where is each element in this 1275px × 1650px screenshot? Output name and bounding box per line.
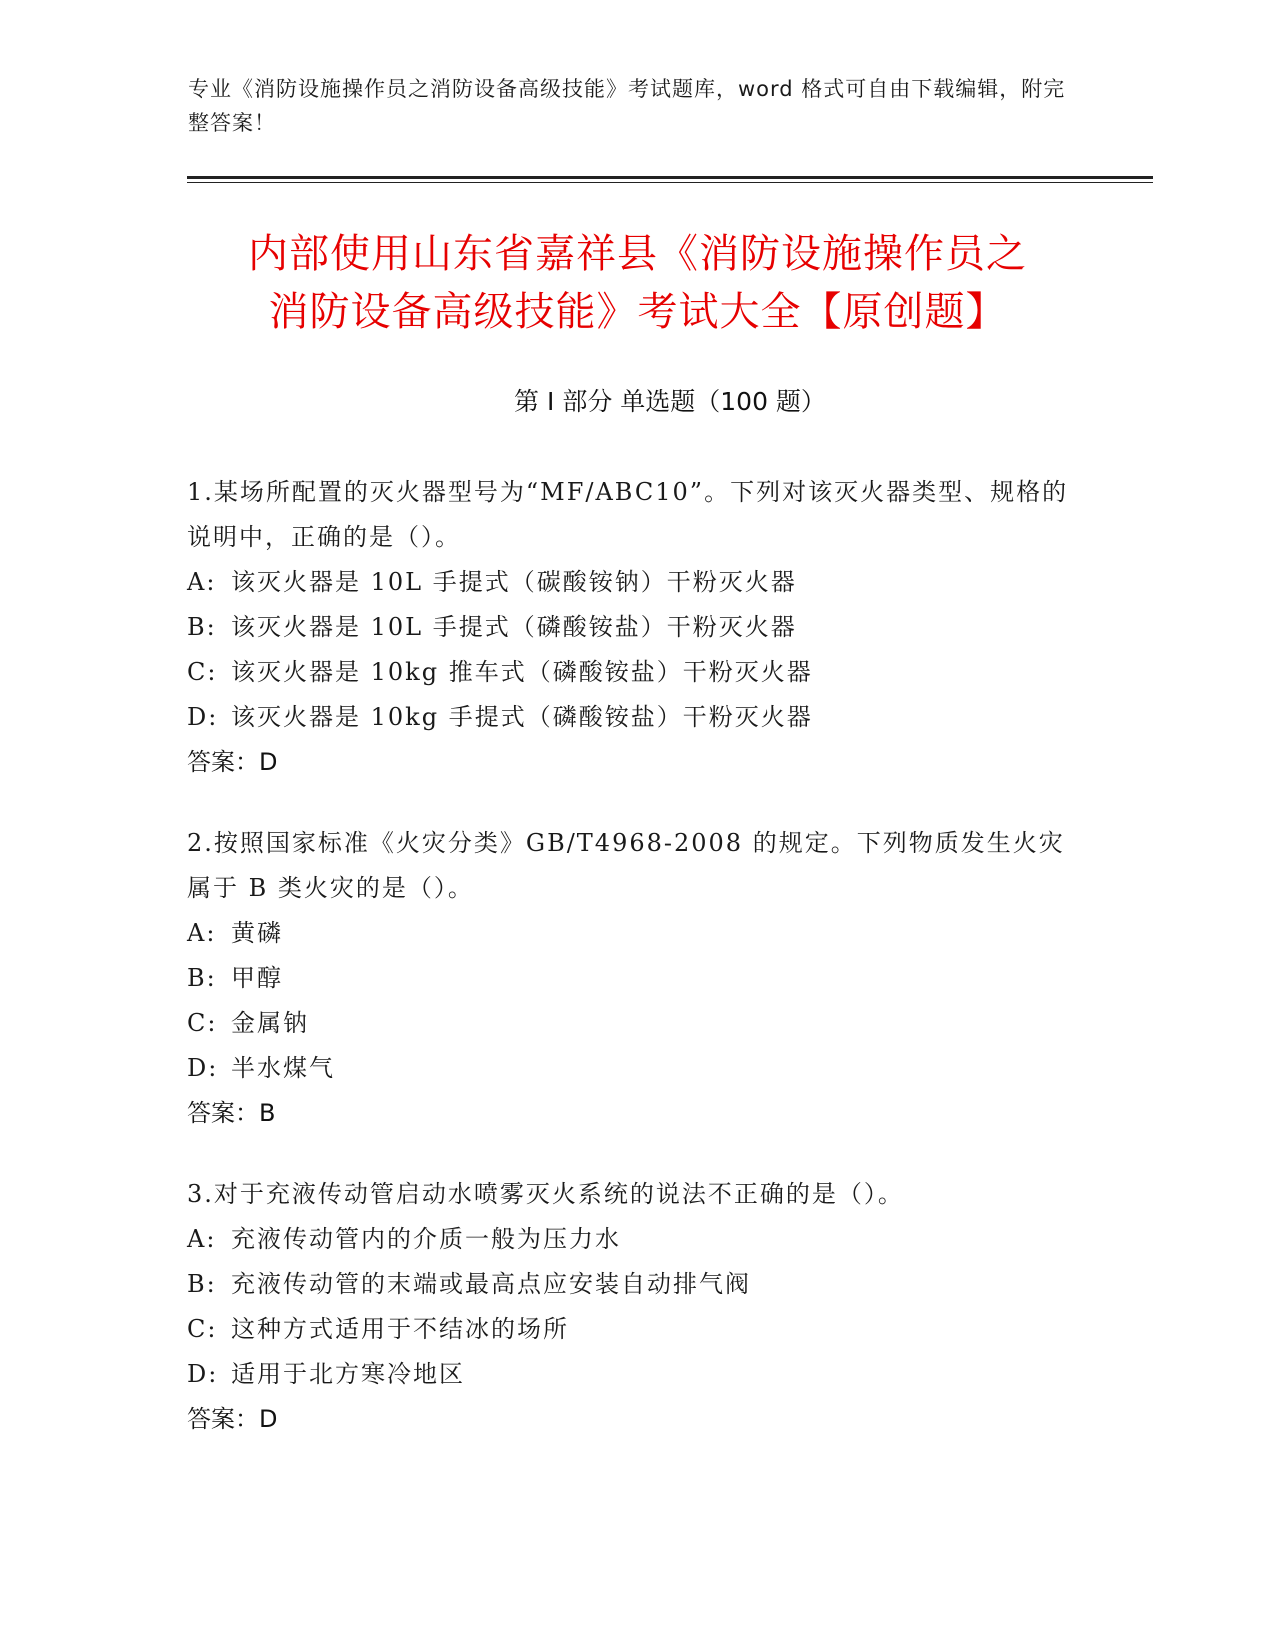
option-key: B: xyxy=(187,964,217,992)
question-option xyxy=(187,956,1087,1001)
option-key: A: xyxy=(187,568,217,596)
option-text: 甲醇 xyxy=(231,964,283,992)
option-key: D: xyxy=(187,1360,219,1388)
option-text: 这种方式适用于不结冰的场所 xyxy=(231,1315,569,1343)
question-item xyxy=(187,1172,1087,1442)
question-stem: 1.某场所配置的灭火器型号为“MF/ABC10”。下列对该灭火器类型、规格的说明中，正确的是（）。 xyxy=(187,478,1069,551)
option-text: 半水煤气 xyxy=(231,1054,335,1082)
document-title-line-1: 内部使用山东省嘉祥县《消防设施操作员之 xyxy=(248,231,1027,277)
option-text: 该灭火器是 10L 手提式（碳酸铵钠）干粉灭火器 xyxy=(231,568,797,596)
question-option xyxy=(187,605,1087,650)
question-item xyxy=(187,470,1087,785)
question-option xyxy=(187,1217,1087,1262)
option-key: C: xyxy=(187,658,218,686)
option-key: A: xyxy=(187,1225,217,1253)
question-option xyxy=(187,650,1087,695)
option-text: 金属钠 xyxy=(231,1009,309,1037)
question-option xyxy=(187,1307,1087,1352)
question-option xyxy=(187,911,1087,956)
option-key: D: xyxy=(187,1054,219,1082)
option-key: B: xyxy=(187,613,217,641)
document-title-line-2: 消防设备高级技能》考试大全【原创题】 xyxy=(268,289,1007,335)
header-divider-thin xyxy=(187,182,1153,183)
option-text: 该灭火器是 10kg 手提式（磷酸铵盐）干粉灭火器 xyxy=(231,703,813,731)
option-text: 黄磷 xyxy=(231,919,283,947)
question-list xyxy=(187,470,1087,1478)
question-option xyxy=(187,1046,1087,1091)
option-key: C: xyxy=(187,1315,218,1343)
option-key: D: xyxy=(187,703,219,731)
question-stem: 2.按照国家标准《火灾分类》GB/T4968-2008 的规定。下列物质发生火灾属于 B 类火灾的是（）。 xyxy=(187,829,1065,902)
document-title xyxy=(170,225,1105,341)
question-option xyxy=(187,1001,1087,1046)
question-option xyxy=(187,1262,1087,1307)
option-key: B: xyxy=(187,1270,217,1298)
option-text: 该灭火器是 10kg 推车式（磷酸铵盐）干粉灭火器 xyxy=(231,658,813,686)
header-divider-thick xyxy=(187,176,1153,179)
section-heading: 第 I 部分 单选题（100 题） xyxy=(514,387,826,416)
option-text: 适用于北方寒冷地区 xyxy=(231,1360,465,1388)
question-option xyxy=(187,560,1087,605)
question-answer: 答案：D xyxy=(187,1405,278,1433)
option-text: 充液传动管内的介质一般为压力水 xyxy=(231,1225,621,1253)
question-item xyxy=(187,821,1087,1136)
option-key: C: xyxy=(187,1009,218,1037)
question-option xyxy=(187,695,1087,740)
option-text: 充液传动管的末端或最高点应安装自动排气阀 xyxy=(231,1270,751,1298)
question-stem: 3.对于充液传动管启动水喷雾灭火系统的说法不正确的是（）。 xyxy=(187,1180,904,1208)
question-option xyxy=(187,1352,1087,1397)
question-answer: 答案：D xyxy=(187,748,278,776)
question-answer: 答案：B xyxy=(187,1099,276,1127)
header-note: 专业《消防设施操作员之消防设备高级技能》考试题库，word 格式可自由下载编辑，附完整答案！ xyxy=(188,77,1066,135)
option-key: A: xyxy=(187,919,217,947)
option-text: 该灭火器是 10L 手提式（磷酸铵盐）干粉灭火器 xyxy=(231,613,797,641)
